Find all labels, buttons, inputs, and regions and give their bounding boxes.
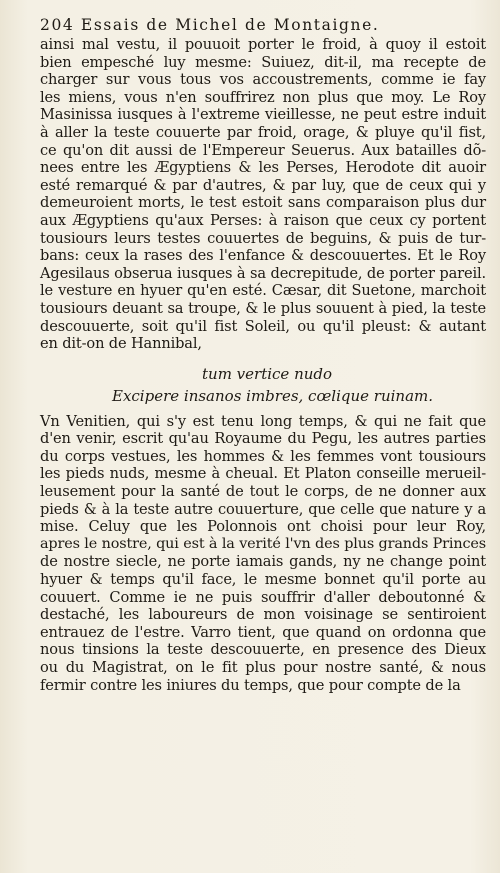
text-line: en dit-on de Hannibal, — [40, 335, 202, 353]
text-line: hyuer & temps qu'il face, le mesme bonnet qu'il porte au — [40, 571, 486, 589]
text-line: fermir contre les iniures du temps, que pour compte de la — [40, 676, 461, 694]
text-line: demeuroient morts, le test estoit sans comparaison plus dur — [40, 194, 486, 212]
running-head: 204 Essais de Michel de Montaigne. — [40, 16, 380, 34]
paragraph-1 — [40, 36, 486, 353]
text-line: de nostre siecle, ne porte iamais gands, ny ne change point — [40, 553, 486, 571]
latin-quote-line-2: Excipere insanos imbres, cœlique ruinam. — [112, 386, 434, 405]
text-line: Vn Venitien, qui s'y est tenu long temps, & qui ne fait que — [40, 412, 486, 430]
text-line: les pieds nuds, mesme à cheual. Et Platon conseille merueil- — [40, 465, 486, 483]
text-line: apres le nostre, qui est à la verité l'vn des plus grands Princes — [40, 535, 486, 552]
text-line: tousiours deuant sa troupe, & le plus souuent à pied, la teste — [40, 299, 486, 317]
text-line: ainsi mal vestu, il pouuoit porter le froid, à quoy il estoit — [40, 36, 486, 53]
text-line: Masinissa iusques à l'extreme vieillesse, ne peut estre induit — [40, 106, 486, 124]
text-line: à aller la teste couuerte par froid, orage, & pluye qu'il fist, — [40, 123, 486, 141]
paragraph-2 — [40, 413, 486, 695]
text-line: leusement pour la santé de tout le corps, de ne donner aux — [40, 483, 486, 501]
text-line: du corps vestues, les hommes & les femmes vont tousiours — [40, 447, 486, 465]
text-line: ce qu'on dit aussi de l'Empereur Seuerus. Aux batailles dõ- — [40, 141, 486, 159]
text-line: Agesilaus obserua iusques à sa decrepitude, de porter pareil. — [40, 264, 486, 282]
text-line: charger sur vous tous vos accoustrements, comme ie fay — [40, 71, 486, 89]
text-line: mise. Celuy que les Polonnois ont choisi pour leur Roy, — [40, 518, 486, 536]
text-line: d'en venir, escrit qu'au Royaume du Pegu, les autres parties — [40, 430, 486, 448]
text-line: destaché, les laboureurs de mon voisinage se sentiroient — [40, 606, 486, 624]
text-line: ou du Magistrat, on le fit plus pour nostre santé, & nous — [40, 659, 486, 676]
text-line: tousiours leurs testes couuertes de beguins, & puis de tur- — [40, 229, 486, 247]
text-line: aux Ægyptiens qu'aux Perses: à raison que ceux cy portent — [40, 211, 486, 229]
text-line: bien empesché luy mesme: Suiuez, dit-il, ma recepte de — [40, 53, 486, 71]
text-line: bans: ceux la rases des l'enfance & descouuertes. Et le Roy — [40, 247, 486, 265]
text-line: couuert. Comme ie ne puis souffrir d'aller deboutonné & — [40, 588, 486, 606]
latin-quote-line-1: tum vertice nudo — [202, 364, 333, 383]
text-line: le vesture en hyuer qu'en esté. Cæsar, dit Suetone, marchoit — [40, 282, 486, 300]
text-line: les miens, vous n'en souffrirez non plus que moy. Le Roy — [40, 88, 486, 106]
text-line: esté remarqué & par d'autres, & par luy, que de ceux qui y — [40, 176, 486, 194]
text-line: nees entre les Ægyptiens & les Perses, Herodote dit auoir — [40, 159, 486, 177]
text-line: pieds & à la teste autre couuerture, que celle que nature y a — [40, 500, 486, 518]
text-line: nous tinsions la teste descouuerte, en presence des Dieux — [40, 641, 486, 659]
text-line: descouuerte, soit qu'il fist Soleil, ou qu'il pleust: & autant — [40, 317, 486, 335]
text-line: entrauez de l'estre. Varro tient, que quand on ordonna que — [40, 623, 486, 641]
